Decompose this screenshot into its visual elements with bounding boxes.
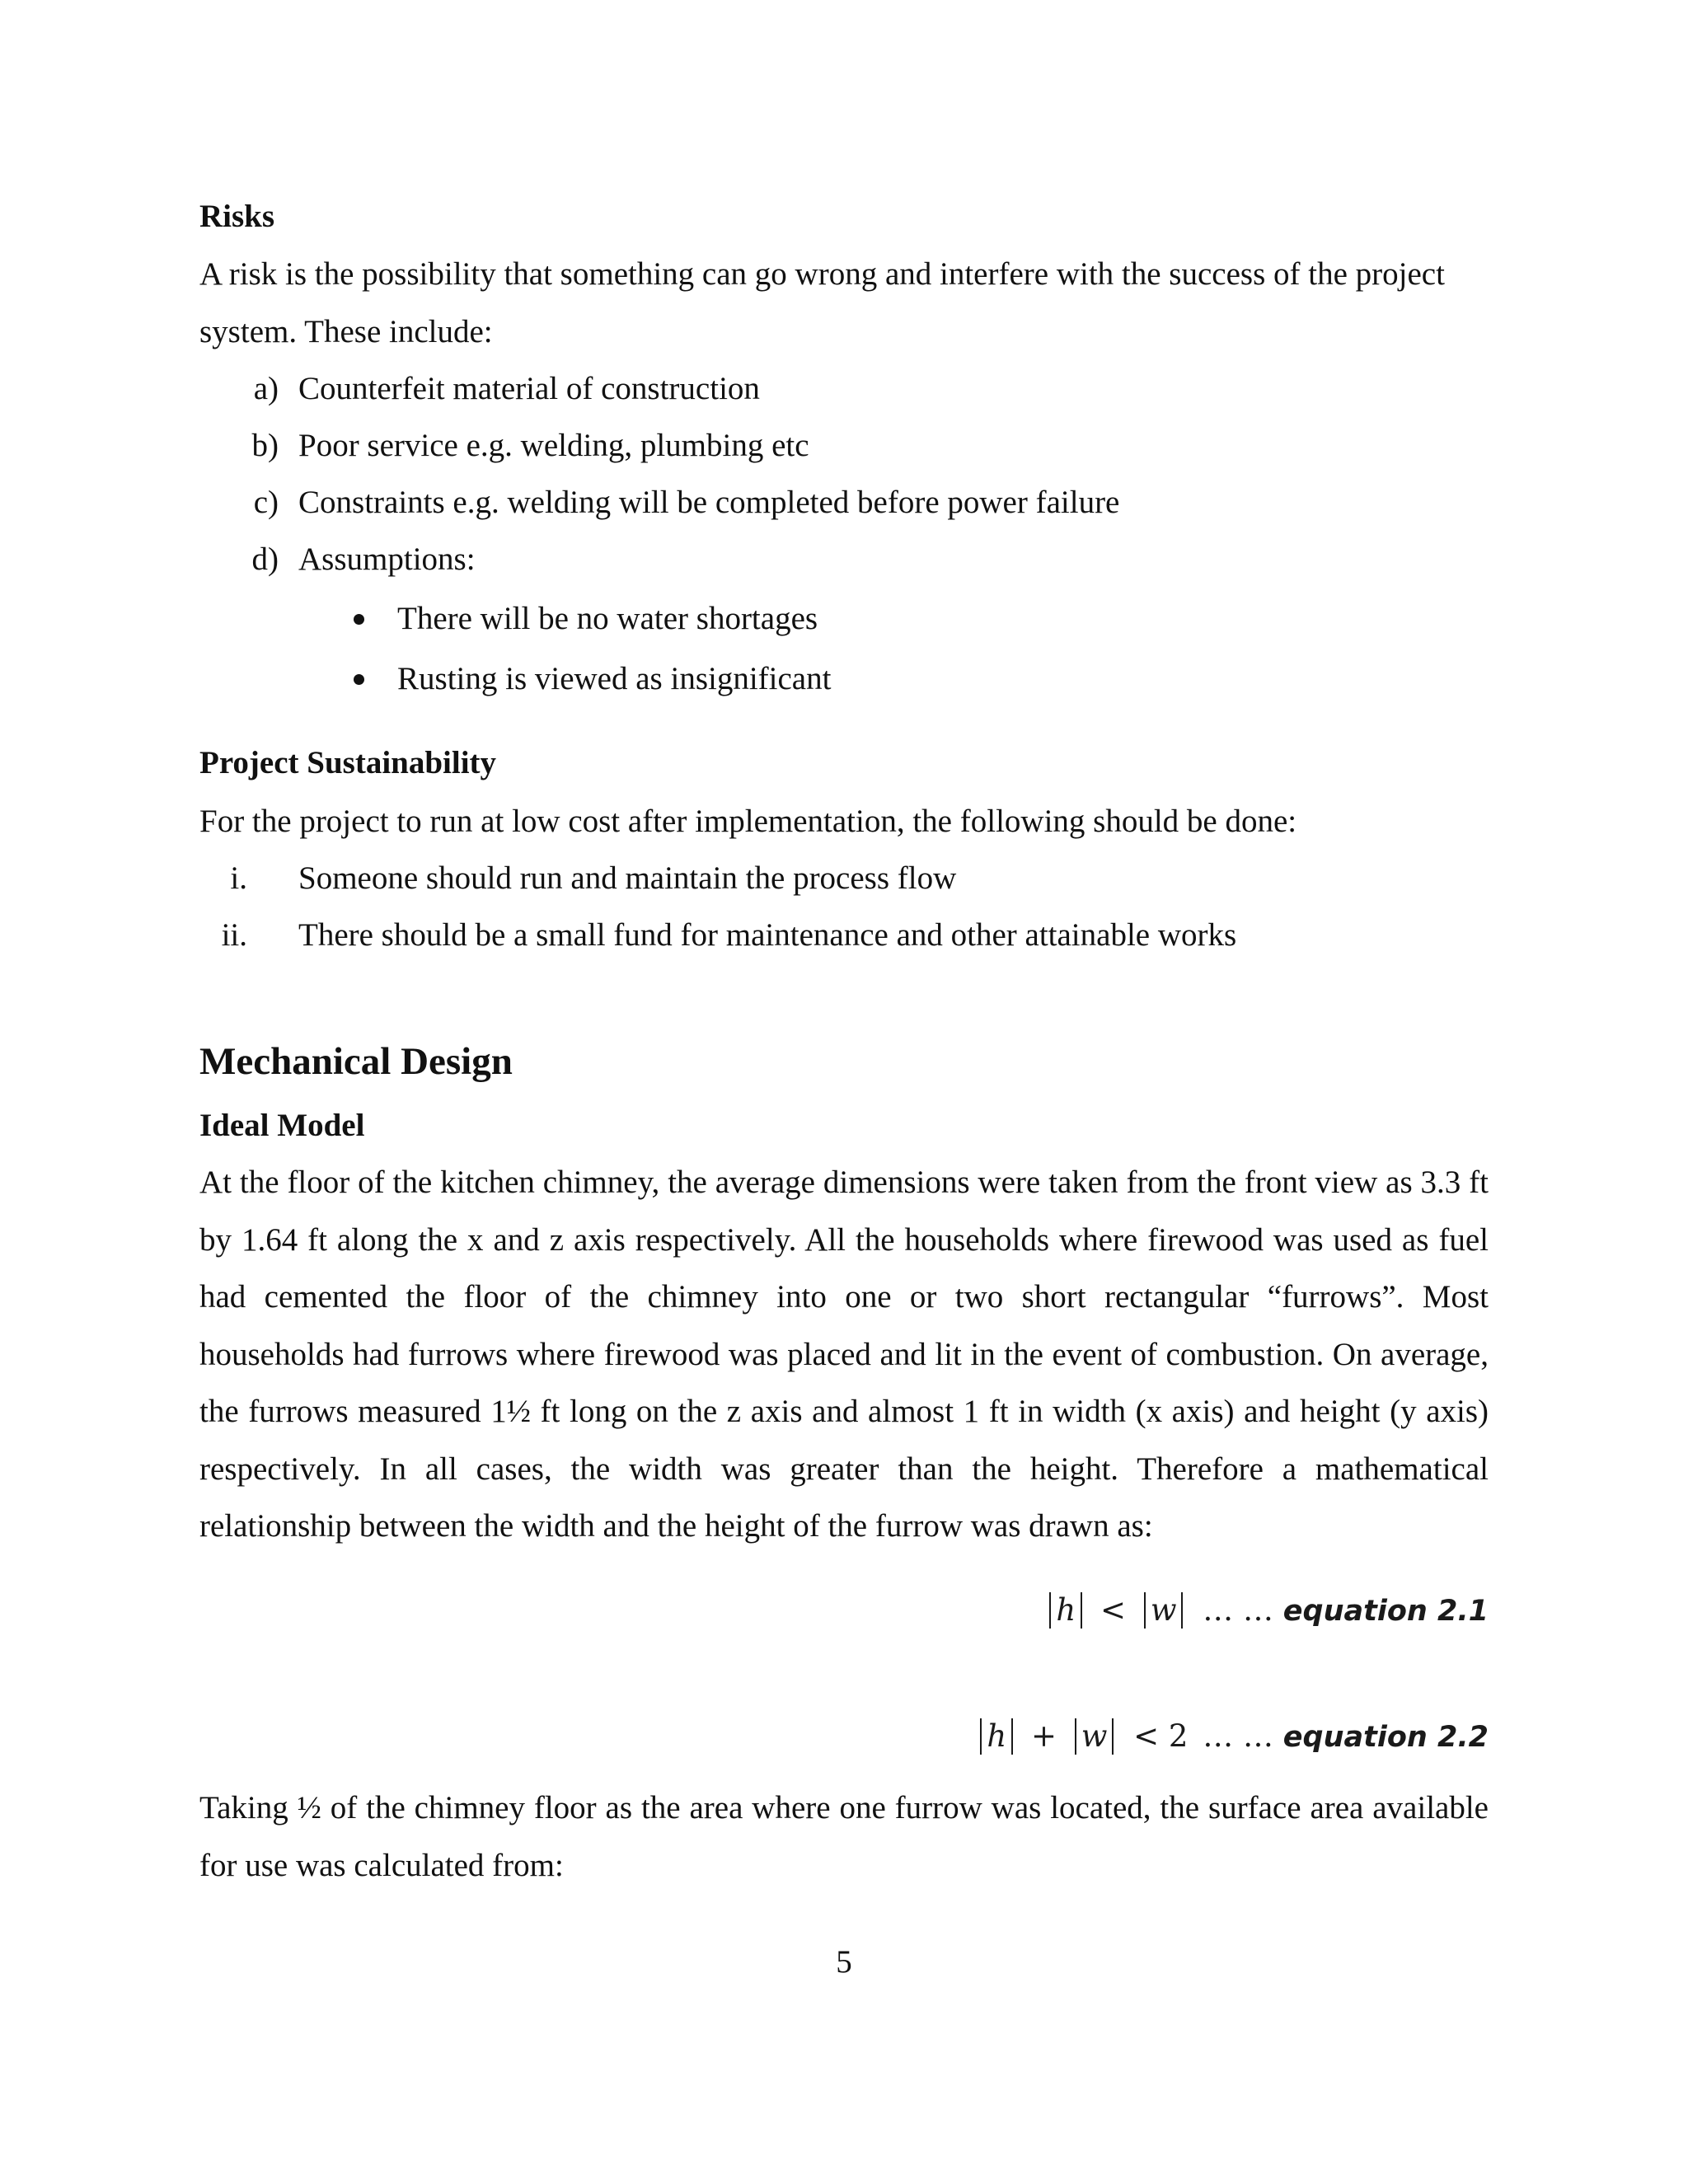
abs-h: h [1049,1592,1082,1629]
list-marker: i. [230,860,247,896]
list-marker: a) [253,371,279,406]
list-marker: ii. [221,917,247,953]
equation-tag: equation 2.1 [1282,1595,1489,1628]
equation-relation: < 2 [1133,1718,1189,1754]
equation-operator: + [1030,1718,1057,1754]
equation-tag: equation 2.2 [1282,1721,1489,1754]
abs-w: w [1144,1592,1184,1629]
list-item-text: Someone should run and maintain the process flow [298,860,957,896]
closing-paragraph: Taking ½ of the chimney floor as the area where one furrow was located, the surface area available for use was calculated from: [199,1790,1489,1883]
risks-intro: A risk is the possibility that something can go wrong and interfere with the success of the project system. These include: [199,256,1445,349]
list-marker: b) [251,428,279,463]
list-item-text: There should be a small fund for maintenance and other attainable works [298,917,1237,953]
ideal-model-paragraph: At the floor of the kitchen chimney, the average dimensions were taken from the front view as 3.3 ft by 1.64 ft along the x and z axis respectively. All the households where firewood was used as fuel had cemented the floor of the chimney into one or two short rectangular “furrows”. Most households had furrows where firewood was placed and lit in the event of combustion. On average, the furrows measured 1½ ft long on the z axis and almost 1 ft in width (x axis) and height (y axis) respectively. In all cases, the width was greater than the height. Therefore a mathematical relationship between the width and the height of the furrow was drawn as: [199,1165,1489,1544]
mechanical-design-heading: Mechanical Design [199,1040,513,1083]
abs-h: h [980,1718,1013,1755]
list-item-text: Assumptions: [298,541,476,577]
equation-dots: … … [1203,1592,1274,1628]
equation-2-1 [1049,1592,1489,1629]
equation-dots: … … [1203,1718,1274,1754]
list-marker: d) [251,541,279,577]
risks-heading: Risks [199,199,275,234]
list-item-text: Constraints e.g. welding will be completed before power failure [298,485,1120,520]
list-item-text: Poor service e.g. welding, plumbing etc [298,428,809,463]
equation-operator: < [1100,1592,1127,1628]
page-number: 5 [836,1944,852,1980]
bullet-icon [354,674,364,685]
bullet-icon [354,614,364,625]
abs-w: w [1075,1718,1114,1755]
sustainability-intro: For the project to run at low cost after implementation, the following should be done: [199,804,1297,839]
bullet-item-text: There will be no water shortages [397,601,818,636]
ideal-model-heading: Ideal Model [199,1108,365,1143]
bullet-item-text: Rusting is viewed as insignificant [397,661,832,696]
list-item-text: Counterfeit material of construction [298,371,760,406]
sustainability-heading: Project Sustainability [199,745,497,780]
equation-2-2 [980,1718,1489,1755]
list-marker: c) [253,485,279,520]
